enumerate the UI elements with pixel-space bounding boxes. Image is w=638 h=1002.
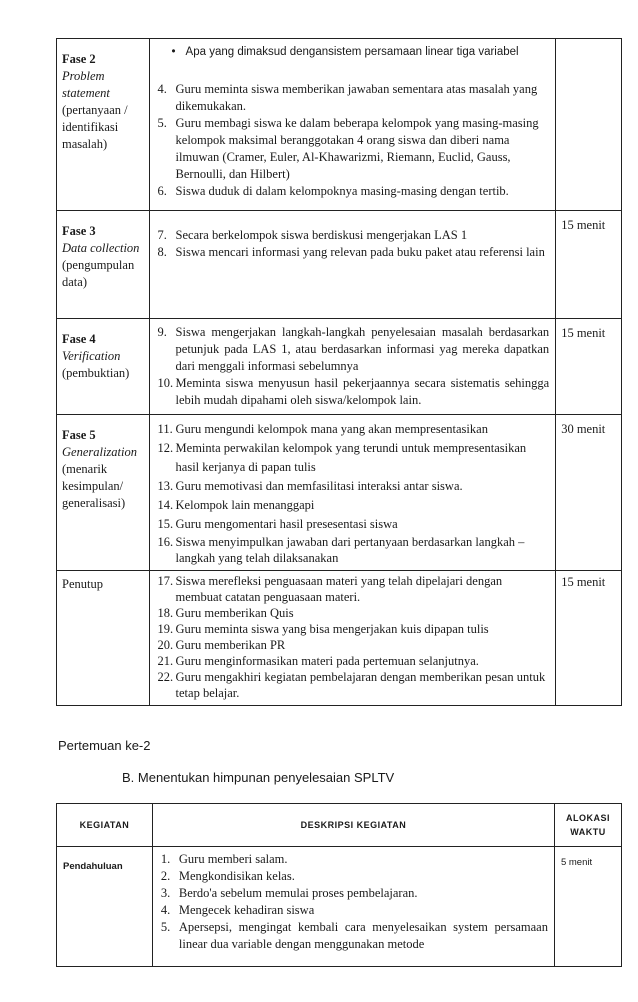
phase-cell (57, 415, 150, 571)
list-item: 4. Guru meminta siswa memberikan jawaban sementara atas masalah yang dikemukakan. (157, 82, 538, 113)
phase-cell (57, 211, 150, 319)
activity-cell: Pendahuluan (57, 847, 153, 967)
list-item: 11. Guru mengundi kelompok mana yang akan mempresentasikan (157, 422, 488, 436)
phase-name: Verification (62, 349, 121, 363)
time-cell: 15 menit (556, 211, 622, 319)
list-item: 1. Guru memberi salam. (160, 852, 288, 866)
phase-title: Fase 5 (62, 428, 96, 442)
time-cell: 5 menit (554, 847, 621, 967)
list-item: 3. Berdo'a sebelum memulai proses pembelajaran. (160, 886, 418, 900)
time-cell: 15 menit (556, 571, 622, 706)
description-cell (149, 415, 556, 571)
phase-name: Generalization (62, 445, 137, 459)
list-item: 7. Secara berkelompok siswa berdiskusi mengerjakan LAS 1 (157, 228, 468, 242)
phase-desc: (pengumpulan data) (62, 258, 135, 289)
list-item: 19. Guru meminta siswa yang bisa mengerjakan kuis dipapan tulis (157, 622, 489, 636)
description-cell (149, 39, 556, 211)
list-item: 21. Guru menginformasikan materi pada pertemuan selanjutnya. (157, 654, 479, 668)
list-item: 18. Guru memberikan Quis (157, 606, 294, 620)
table-row (57, 319, 622, 415)
phase-desc: (pertanyaan / identifikasi masalah) (62, 103, 128, 151)
description-cell (152, 847, 554, 967)
table-row (57, 211, 622, 319)
time-cell: 30 menit (556, 415, 622, 571)
description-cell (149, 319, 556, 415)
list-item: 8. Siswa mencari informasi yang relevan pada buku paket atau referensi lain (157, 245, 545, 259)
phase-cell (57, 39, 150, 211)
phase-cell (57, 319, 150, 415)
header-alokasi: ALOKASI WAKTU (554, 804, 621, 847)
list-item: 20. Guru memberikan PR (157, 638, 286, 652)
list-item: 15. Guru mengomentari hasil presesentasi siswa (157, 517, 398, 531)
subsection-heading: B. Menentukan himpunan penyelesaian SPLTV (122, 770, 395, 785)
meeting-heading: Pertemuan ke-2 (58, 738, 151, 753)
list-item: 2. Mengkondisikan kelas. (160, 869, 295, 883)
list-item: 9. Siswa mengerjakan langkah-langkah penyelesaian masalah berdasarkan petunjuk pada LAS 1, atau berdasarkan informasi yag mereka dapatkan dari menggali informasi sebelumnya (157, 325, 550, 373)
list-item: 17. Siswa merefleksi penguasaan materi yang telah dipelajari dengan membuat catatan penguasaan materi. (157, 574, 503, 604)
phase-title: Fase 2 (62, 52, 96, 66)
lesson-activity-table-2 (56, 803, 622, 967)
list-item: 12. Meminta perwakilan kelompok yang terundi untuk mempresentasikan hasil kerjanya di papan tulis (157, 441, 527, 474)
header-deskripsi: DESKRIPSI KEGIATAN (152, 804, 554, 847)
phase-title: Fase 3 (62, 224, 96, 238)
phase-title: Fase 4 (62, 332, 96, 346)
phase-cell (57, 571, 150, 706)
time-cell (556, 39, 622, 211)
time-cell: 15 menit (556, 319, 622, 415)
table-row (57, 571, 622, 706)
table-header-row (57, 804, 622, 847)
phase-desc: (pembuktian) (62, 366, 130, 380)
description-cell (149, 571, 556, 706)
description-cell (149, 211, 556, 319)
list-item: 16. Siswa menyimpulkan jawaban dari pertanyaan berdasarkan langkah – langkah yang telah dilaksanakan (157, 535, 525, 565)
table-row (57, 847, 622, 967)
lesson-activity-table (56, 38, 622, 706)
phase-desc: (menarik kesimpulan/ generalisasi) (62, 462, 126, 510)
list-item: 10. Meminta siswa menyusun hasil pekerjaannya secara sistematis sehingga lebih mudah dipahami oleh siswa/kelompok lain. (157, 376, 550, 407)
list-item: 6. Siswa duduk di dalam kelompoknya masing-masing dengan tertib. (157, 184, 509, 198)
list-item: 5. Guru membagi siswa ke dalam beberapa kelompok yang masing-masing kelompok maksimal beranggotakan 4 orang siswa dan diberi nama ilmuwan (Cramer, Euler, Al-Khawarizmi, Riemann, Euclid, Gauss, Bernoulli, dan Hilbert) (157, 116, 539, 181)
phase-name: Data collection (62, 241, 140, 255)
phase-title: Penutup (62, 577, 103, 591)
list-item: • Apa yang dimaksud dengansistem persamaan linear tiga variabel (156, 44, 550, 61)
list-item: 4. Mengecek kehadiran siswa (160, 903, 315, 917)
list-item: 14. Kelompok lain menanggapi (157, 498, 315, 512)
phase-name: Problem statement (62, 69, 110, 100)
list-item: 22. Guru mengakhiri kegiatan pembelajaran dengan memberikan pesan untuk tetap belajar. (157, 670, 546, 700)
table-row (57, 39, 622, 211)
table-row (57, 415, 622, 571)
list-item: 13. Guru memotivasi dan memfasilitasi interaksi antar siswa. (157, 479, 463, 493)
list-item: 5. Apersepsi, mengingat kembali cara menyelesaikan system persamaan linear dua variable dengan menggunakan metode (160, 920, 548, 951)
header-kegiatan: KEGIATAN (57, 804, 153, 847)
